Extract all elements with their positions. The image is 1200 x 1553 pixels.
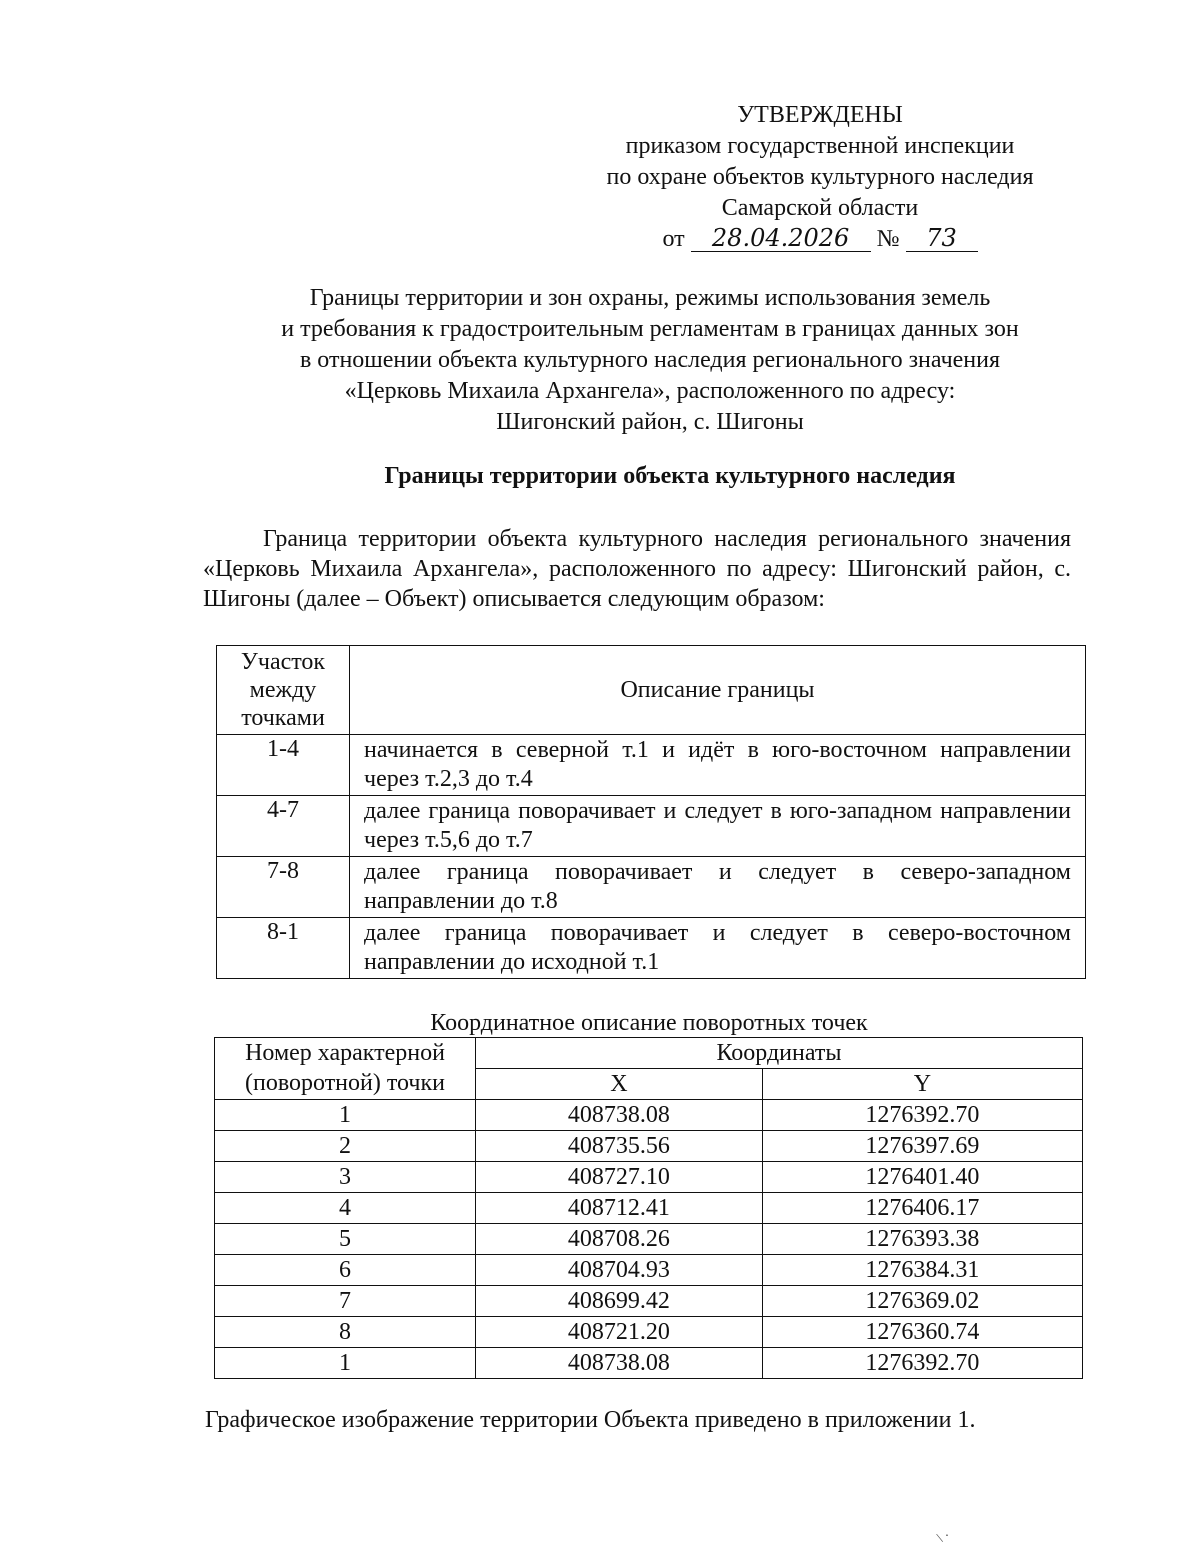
segment-cell: 4-7: [217, 796, 350, 857]
point-cell: 2: [215, 1131, 476, 1162]
point-cell: 6: [215, 1255, 476, 1286]
approval-stamp: [560, 100, 1080, 255]
x-cell: 408712.41: [476, 1193, 763, 1224]
table-header-row: [215, 1038, 1083, 1069]
approval-date-line: [560, 224, 1080, 255]
point-cell: 1: [215, 1348, 476, 1379]
title-line: Границы территории и зон охраны, режимы использования земель: [309, 285, 991, 311]
point-cell: 3: [215, 1162, 476, 1193]
y-cell: 1276392.70: [762, 1348, 1082, 1379]
point-cell: 5: [215, 1224, 476, 1255]
y-cell: 1276406.17: [762, 1193, 1082, 1224]
point-cell: 4: [215, 1193, 476, 1224]
point-cell: 1: [215, 1100, 476, 1131]
approval-line: приказом государственной инспекции: [625, 133, 1015, 159]
description-cell: далее граница поворачивает и следует в юго-западном направлении через т.5,6 до т.7: [350, 796, 1086, 857]
table-row: [215, 1162, 1083, 1193]
x-cell: 408708.26: [476, 1224, 763, 1255]
boundary-table: [216, 645, 1086, 979]
description-cell: далее граница поворачивает и следует в северо-восточном направлении до исходной т.1: [350, 918, 1086, 979]
handwritten-number: 73: [906, 225, 978, 252]
table-row: [215, 1348, 1083, 1379]
footer-note: Графическое изображение территории Объекта приведено в приложении 1.: [205, 1407, 976, 1433]
point-cell: 8: [215, 1317, 476, 1348]
table-row: [215, 1224, 1083, 1255]
header-x: X: [476, 1069, 763, 1100]
table-row: [217, 918, 1086, 979]
table-row: [215, 1286, 1083, 1317]
handwritten-date: 28.04.2026: [691, 225, 871, 252]
point-cell: 7: [215, 1286, 476, 1317]
segment-cell: 7-8: [217, 857, 350, 918]
x-cell: 408721.20: [476, 1317, 763, 1348]
x-cell: 408699.42: [476, 1286, 763, 1317]
header-description: Описание границы: [350, 646, 1086, 735]
y-cell: 1276397.69: [762, 1131, 1082, 1162]
title-line: в отношении объекта культурного наследия регионального значения: [299, 347, 1001, 373]
title-line: и требования к градостроительным регламентам в границах данных зон: [281, 316, 1019, 342]
coords-body: [215, 1100, 1083, 1379]
segment-cell: 1-4: [217, 735, 350, 796]
y-cell: 1276393.38: [762, 1224, 1082, 1255]
y-cell: 1276392.70: [762, 1100, 1082, 1131]
scan-mark: \ ·: [935, 1528, 953, 1547]
title-line: Шигонский район, с. Шигоны: [496, 409, 804, 435]
table-row: [217, 796, 1086, 857]
approval-line: по охране объектов культурного наследия: [606, 164, 1034, 190]
title-line: «Церковь Михаила Архангела», расположенного по адресу:: [344, 378, 956, 404]
y-cell: 1276401.40: [762, 1162, 1082, 1193]
table-row: [215, 1193, 1083, 1224]
y-cell: 1276369.02: [762, 1286, 1082, 1317]
boundary-paragraph: Граница территории объекта культурного наследия регионального значения «Церковь Михаила Архангела», расположенного по адресу: Шигонский район, с. Шигоны (далее – Объект) описывается следующим образом:: [203, 526, 1071, 612]
header-coords: Координаты: [476, 1038, 1083, 1069]
table-row: [215, 1255, 1083, 1286]
table-row: [215, 1100, 1083, 1131]
number-prefix: №: [876, 226, 900, 252]
description-cell: далее граница поворачивает и следует в северо-западном направлении до т.8: [350, 857, 1086, 918]
x-cell: 408735.56: [476, 1131, 763, 1162]
approval-line: Самарской области: [721, 195, 919, 221]
section-heading: Границы территории объекта культурного наследия: [384, 463, 956, 489]
description-cell: начинается в северной т.1 и идёт в юго-восточном направлении через т.2,3 до т.4: [350, 735, 1086, 796]
x-cell: 408738.08: [476, 1348, 763, 1379]
header-point: Номер характерной (поворотной) точки: [215, 1038, 476, 1100]
coords-caption: Координатное описание поворотных точек: [430, 1010, 868, 1036]
table-header-row: [217, 646, 1086, 735]
x-cell: 408704.93: [476, 1255, 763, 1286]
document-title: [210, 283, 1090, 438]
y-cell: 1276384.31: [762, 1255, 1082, 1286]
coords-table: [214, 1037, 1083, 1379]
date-prefix: от: [662, 226, 685, 252]
x-cell: 408727.10: [476, 1162, 763, 1193]
table-row: [217, 735, 1086, 796]
table-row: [217, 857, 1086, 918]
header-segment: Участок между точками: [217, 646, 350, 735]
table-row: [215, 1131, 1083, 1162]
table-row: [215, 1317, 1083, 1348]
header-y: Y: [762, 1069, 1082, 1100]
x-cell: 408738.08: [476, 1100, 763, 1131]
y-cell: 1276360.74: [762, 1317, 1082, 1348]
approval-heading: УТВЕРЖДЕНЫ: [737, 102, 903, 128]
segment-cell: 8-1: [217, 918, 350, 979]
